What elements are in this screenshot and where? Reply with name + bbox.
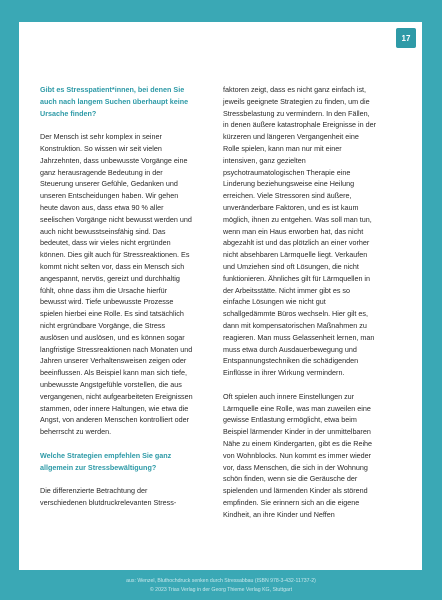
paragraph: Der Mensch ist sehr komplex in seiner Konstruktion. So wissen wir seit vielen Jahrzehnten, dass unbewusste Vorgänge eine ganz herausragende Bedeutung in der Steuerung unserer Gefühle, Gedanken und unseren Entscheidungen haben. Wir gehen heute davon aus, dass etwa 90 % aller seelischen Vorgänge nicht bewusst werden und auch nicht bewusstseinsfähig sind. Das bedeutet, dass wir vieles nicht ergründen können. Dies gilt auch für Stressreaktionen. Es kommt nicht selten vor, dass ein Mensch sich angespannt, nervös, gereizt und durchhaltig fühlt, ohne dass ihm die Ursache hierfür bewusst wird. Tiefe unbewusste Prozesse spielen hierbei eine Rolle. Es sind tatsächlich nicht ergründbare Vorgänge, die Stress auslösen und auslösen, und es können sogar langfristige Stressreaktionen nach Monaten und Jahren unserer Verhaltensweisen zeigen oder beeinflussen. Als Beispiel kann man sich tiefe, unbewusste Angstgefühle vorstellen, die aus vergangenen, nicht aufgearbeiteten Ereignissen stammen, oder innere Haltungen, wie etwa die Angst, von anderen Menschen kontrolliert oder beherrscht zu werden.	[40, 132, 193, 437]
left-column	[40, 84, 194, 520]
paragraph: Die differenzierte Betrachtung der verschiedenen blutdruckrelevanten Stress-	[40, 486, 177, 507]
copyright-notice: © 2023 Trias Verlag in der Georg Thieme Verlag KG, Stuttgart	[149, 587, 293, 593]
question-heading: Welche Strategien empfehlen Sie ganz allgemein zur Stressbewältigung?	[40, 450, 172, 472]
paragraph: faktoren zeigt, dass es nicht ganz einfach ist, jeweils geeignete Strategien zu finden, um die Stressbelastung zu vermindern. In den Fällen, in denen äußere katastrophale Ereignisse in der kürzeren und längeren Vergangenheit eine Rolle spielen, kann man nur mit einer intensiven, ganz gezielten psychotraumatologischen Therapie eine Linderung beziehungsweise eine Heilung erreichen. Viele Stressoren sind äußere, unveränderbare Faktoren, und es ist kaum möglich, ihnen zu entgehen. Was soll man tun, wenn man ein Haus erworben hat, das nicht abgezahlt ist und das plötzlich an einer vorher nicht absehbaren Lärmquelle liegt. Verkaufen und Umziehen sind oft Lösungen, die nicht funktionieren. Ähnliches gilt für Lärmquellen in der Arbeitsstätte. Nicht immer gibt es so einfache Lösungen wie nicht gut schallgedämmte Büros wechseln. Hier gilt es, dann mit kompensatorischen Maßnahmen zu reagieren. Man muss Gelassenheit lernen, man muss etwa durch Ausdauerbewegung und Entspannungstechniken die schädigenden Einflüsse in ihrer Wirkung vermindern.	[223, 85, 377, 378]
source-citation: aus: Wenzel, Bluthochdruck senken durch Stressabbau (ISBN 978-3-432-11737-2)	[126, 578, 316, 584]
page-number: 17	[396, 28, 416, 48]
paragraph: Oft spielen auch innere Einstellungen zur Lärmquelle eine Rolle, was man zuweilen eine gewisse Entlastung ermöglicht, etwa beim Beispiel lärmender Kinder in der unmittelbaren Nähe zu einem Kindergarten, gibt es die Reihe von Wohnblocks. Nun kommt es immer wieder vor, dass Menschen, die sich in der Wohnung schön finden, wenn sie die Geräusche der spielenden und lärmenden Kinder als störend empfinden. Sie erinnern sich an die eigene Kindheit, an ihre Kinder und Neffen	[223, 391, 373, 519]
question-heading: Gibt es Stresspatient*innen, bei denen Sie auch nach langem Suchen überhaupt keine Ursache finden?	[40, 85, 189, 118]
right-column	[223, 84, 377, 532]
